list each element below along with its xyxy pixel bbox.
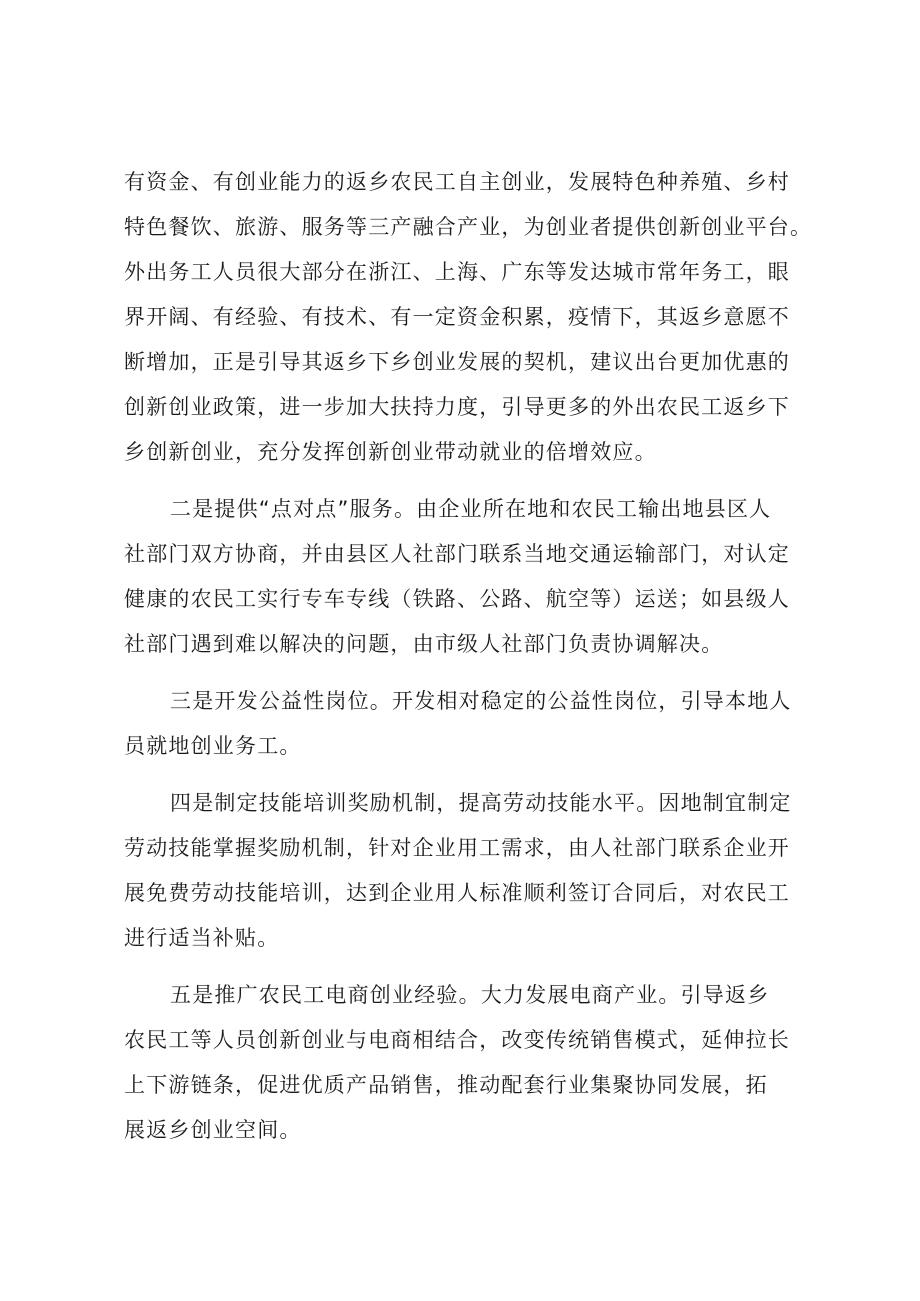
- paragraph-line: 三是开发公益性岗位。开发相对稳定的公益性岗位，引导本地人: [170, 689, 792, 713]
- paragraph-line: 五是推广农民工电商创业经验。大力发展电商产业。引导返乡: [170, 983, 770, 1007]
- paragraph-line: 有资金、有创业能力的返乡农民工自主创业，发展特色种养殖、乡村: [124, 170, 790, 194]
- paragraph-1: [124, 160, 824, 475]
- paragraph-line: 乡创新创业，充分发挥创新创业带动就业的倍增效应。: [124, 440, 657, 464]
- paragraph-line: 特色餐饮、旅游、服务等三产融合产业，为创业者提供创新创业平台。: [124, 215, 813, 239]
- paragraph-line: 员就地创业务工。: [124, 734, 302, 758]
- paragraph-5: [124, 973, 824, 1153]
- paragraph-line: 四是制定技能培训奖励机制，提高劳动技能水平。因地制宜制定: [170, 791, 792, 815]
- paragraph-line: 农民工等人员创新创业与电商相结合，改变传统销售模式，延伸拉长: [124, 1028, 790, 1052]
- paragraph-line: 断增加，正是引导其返乡下乡创业发展的契机，建议出台更加优惠的: [124, 350, 790, 374]
- paragraph-line: 社部门双方协商，并由县区人社部门联系当地交通运输部门，对认定: [124, 542, 790, 566]
- paragraph-line: 创新创业政策，进一步加大扶持力度，引导更多的外出农民工返乡下: [124, 395, 790, 419]
- paragraph-3: [124, 679, 824, 769]
- document-body: [124, 160, 824, 1153]
- paragraph-line: 外出务工人员很大部分在浙江、上海、广东等发达城市常年务工，眼: [124, 260, 790, 284]
- paragraph-line: 健康的农民工实行专车专线（铁路、公路、航空等）运送；如县级人: [124, 587, 790, 611]
- paragraph-line: 界开阔、有经验、有技术、有一定资金积累，疫情下，其返乡意愿不: [124, 305, 790, 329]
- paragraph-line: 社部门遇到难以解决的问题，由市级人社部门负责协调解决。: [124, 632, 724, 656]
- paragraph-4: [124, 781, 824, 961]
- paragraph-line: 二是提供“点对点”服务。由企业所在地和农民工输出地县区人: [170, 497, 772, 521]
- paragraph-line: 展免费劳动技能培训，达到企业用人标准顺利签订合同后，对农民工: [124, 881, 790, 905]
- paragraph-line: 劳动技能掌握奖励机制，针对企业用工需求，由人社部门联系企业开: [124, 836, 790, 860]
- paragraph-line: 上下游链条，促进优质产品销售，推动配套行业集聚协同发展，拓: [124, 1073, 768, 1097]
- paragraph-line: 展返乡创业空间。: [124, 1118, 302, 1142]
- paragraph-line: 进行适当补贴。: [124, 926, 280, 950]
- paragraph-2: [124, 487, 824, 667]
